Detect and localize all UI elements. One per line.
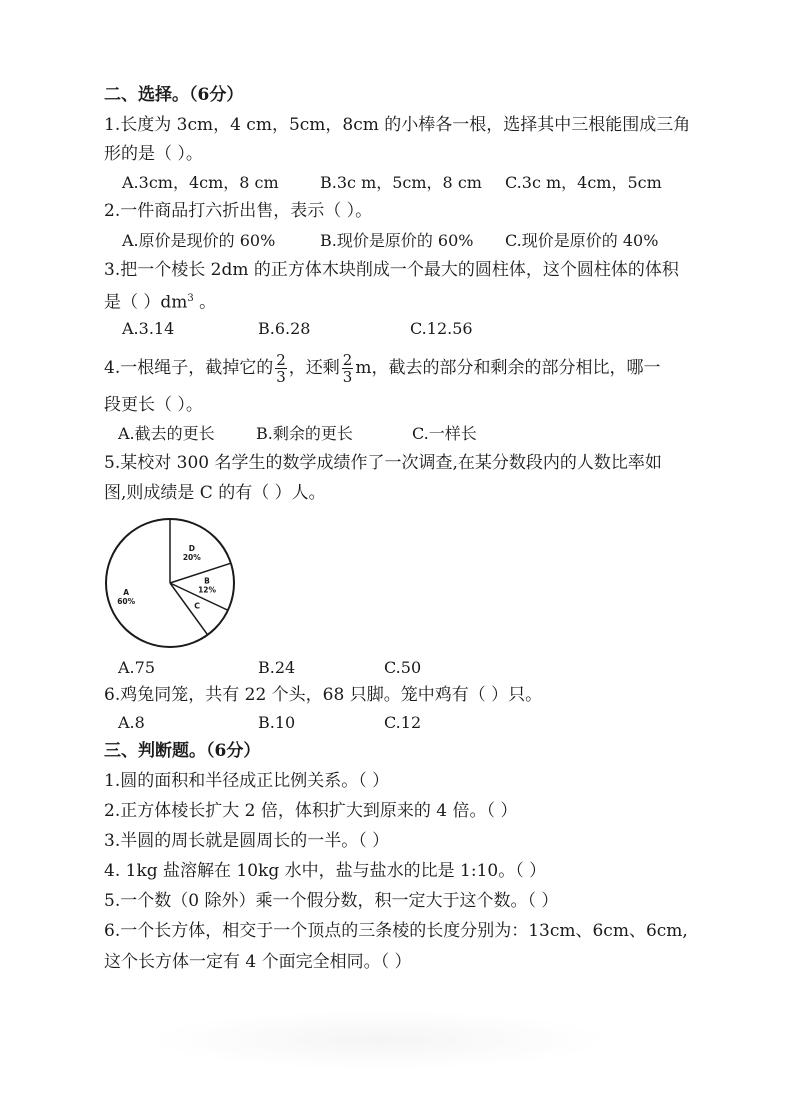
q3-option-a: A.3.14 (122, 319, 175, 338)
judge-item-4: 4. 1kg 盐溶解在 10kg 水中，盐与盐水的比是 1:10。（ ） (104, 861, 547, 881)
judge-item-3: 3.半圆的周长就是圆周长的一半。（ ） (104, 831, 390, 851)
q3-line2-text: 是（ ）dm (104, 292, 188, 313)
q5-option-b: B.24 (258, 658, 296, 677)
q5-option-a: A.75 (118, 658, 155, 677)
judge-item-5: 5.一个数（0 除外）乘一个假分数，积一定大于这个数。（ ） (104, 891, 559, 911)
q4-fraction-2-den: 3 (342, 368, 353, 386)
q6-option-a: A.8 (118, 713, 145, 732)
q2-option-c: C.现价是原价的 40% (505, 231, 659, 250)
q1-option-a: A.3cm，4cm，8 cm (122, 173, 279, 192)
q5-option-c: C.50 (384, 658, 422, 677)
pie-label-c: C (194, 601, 201, 611)
q3-line2 (104, 288, 216, 314)
q4-fraction-2-num: 2 (342, 351, 353, 369)
q6-option-b: B.10 (258, 713, 296, 732)
section-2-title: 二、选择。（6分） (104, 85, 244, 105)
q4-text-pre: 4.一根绳子，截掉它的 (104, 358, 274, 378)
q4-line2: 段更长（ ）。 (104, 395, 203, 415)
q6-option-c: C.12 (384, 713, 422, 732)
judge-item-2: 2.正方体棱长扩大 2 倍，体积扩大到原来的 4 倍。（ ） (104, 801, 518, 821)
q2-option-b: B.现价是原价的 60% (320, 231, 474, 250)
q4-text-mid: ，还剩 (288, 358, 340, 378)
q1-line1: 1.长度为 3cm，4 cm，5cm，8cm 的小棒各一根，选择其中三根能围成三角 (104, 115, 691, 135)
q4-line1 (104, 352, 660, 385)
grade-pie-chart (100, 515, 250, 655)
judge-item-1: 1.圆的面积和半径成正比例关系。（ ） (104, 771, 390, 791)
q2-option-a: A.原价是现价的 60% (122, 231, 276, 250)
judge-item-6-line2: 这个长方体一定有 4 个面完全相同。（ ） (104, 952, 412, 972)
pie-label-d: D (188, 543, 195, 553)
q3-line1: 3.把一个棱长 2dm 的正方体木块削成一个最大的圆柱体，这个圆柱体的体积 (104, 260, 679, 280)
q4-text-post: m，截去的部分和剩余的部分相比，哪一 (355, 358, 661, 378)
q6-line1: 6.鸡兔同笼，共有 22 个头，68 只脚。笼中鸡有（ ）只。 (104, 685, 543, 705)
pie-value-label-d: 20% (182, 552, 201, 562)
q3-option-b: B.6.28 (258, 319, 311, 338)
section-3-title: 三、判断题。（6分） (104, 741, 261, 761)
q1-line2: 形的是（ ）。 (104, 144, 203, 164)
judge-item-6: 6.一个长方体，相交于一个顶点的三条棱的长度分别为：13cm、6cm、6cm, (104, 921, 688, 941)
pie-label-a: A (123, 588, 130, 598)
q4-option-c: C.一样长 (412, 424, 477, 443)
q4-fraction-1-den: 3 (276, 368, 286, 386)
q1-option-c: C.3c m，4cm，5cm (505, 173, 662, 192)
paper-smudge (150, 1010, 610, 1070)
pie-value-label-b: 12% (198, 585, 217, 595)
q4-option-a: A.截去的更长 (118, 424, 215, 443)
q4-fraction-1 (275, 352, 287, 385)
q3-cube-superscript: 3 (187, 293, 194, 304)
q3-line2-end: 。 (193, 292, 217, 313)
q5-line1: 5.某校对 300 名学生的数学成绩作了一次调查,在某分数段内的人数比率如 (104, 453, 662, 473)
q1-option-b: B.3c m，5cm，8 cm (320, 173, 482, 192)
pie-value-label-a: 60% (117, 597, 136, 607)
q4-fraction-1-num: 2 (276, 351, 286, 369)
q2-line1: 2.一件商品打六折出售，表示（ ）。 (104, 201, 373, 221)
pie-label-b: B (204, 576, 210, 586)
q4-fraction-2 (342, 352, 354, 385)
q3-option-c: C.12.56 (410, 319, 473, 338)
q4-option-b: B.剩余的更长 (256, 424, 353, 443)
q5-line2: 图,则成绩是 C 的有（ ）人。 (104, 483, 326, 503)
